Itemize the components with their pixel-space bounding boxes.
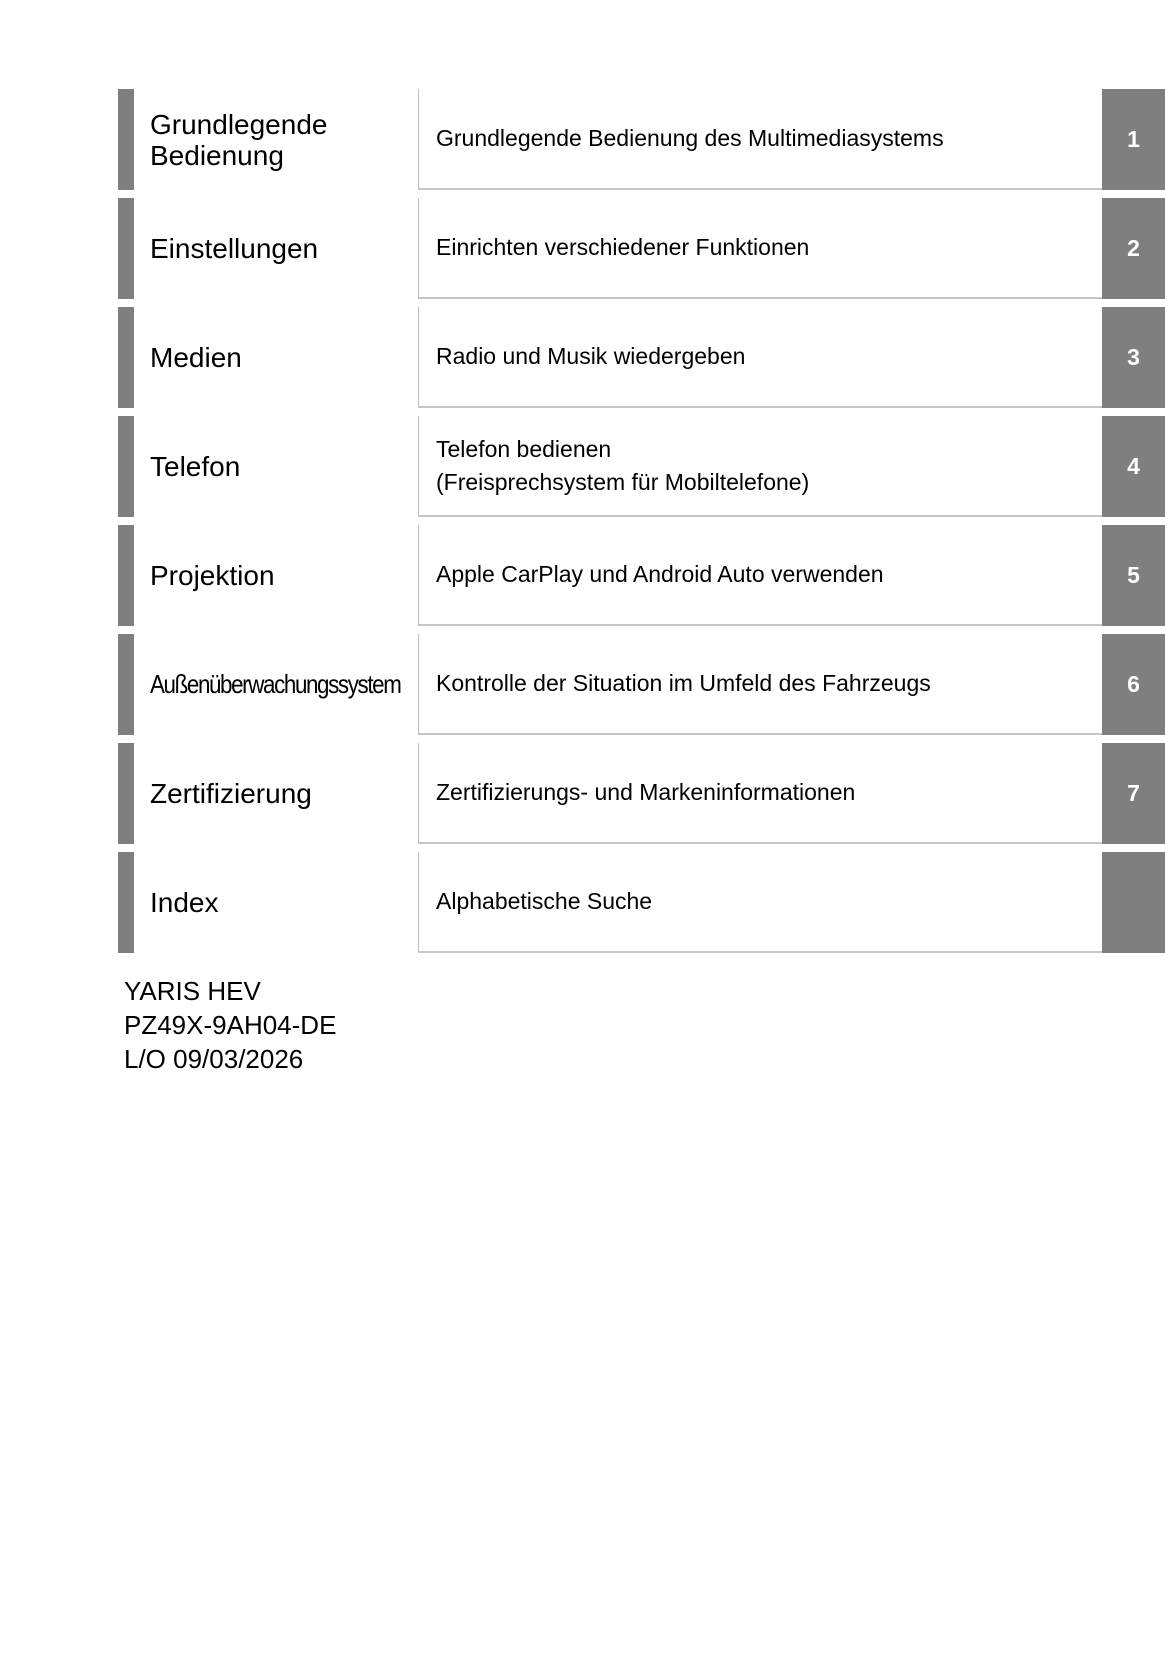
- toc-row-projektion[interactable]: [118, 525, 1165, 634]
- section-title: [150, 525, 410, 626]
- section-number-tab[interactable]: 7: [1102, 743, 1165, 844]
- section-number-tab[interactable]: 5: [1102, 525, 1165, 626]
- section-description: [418, 307, 1103, 408]
- toc-row-telefon[interactable]: [118, 416, 1165, 525]
- section-description-text: Einrichten verschiedener Funktionen: [436, 234, 810, 260]
- section-marker-bar: [118, 89, 134, 190]
- section-marker-bar: [118, 198, 134, 299]
- section-title: [150, 89, 410, 190]
- toc-row-grundlegende-bedienung[interactable]: [118, 89, 1165, 198]
- section-description: [418, 634, 1103, 735]
- section-description: [418, 416, 1103, 517]
- section-number-tab[interactable]: 2: [1102, 198, 1165, 299]
- section-title-text: Zertifizierung: [150, 778, 312, 809]
- section-title: [150, 634, 408, 735]
- section-title: [150, 852, 410, 953]
- toc-row-zertifizierung[interactable]: [118, 743, 1165, 852]
- section-title-text: Medien: [150, 342, 242, 373]
- section-description: [418, 89, 1103, 190]
- section-title-text: Telefon: [150, 451, 241, 482]
- section-title: [150, 307, 410, 408]
- section-description: [418, 525, 1103, 626]
- section-marker-bar: [118, 743, 134, 844]
- section-marker-bar: [118, 525, 134, 626]
- section-description-text: Apple CarPlay und Android Auto verwenden: [436, 561, 884, 587]
- section-description: [418, 198, 1103, 299]
- toc-row-einstellungen[interactable]: [118, 198, 1165, 307]
- toc-row-index[interactable]: [118, 852, 1165, 961]
- table-of-contents: [118, 89, 1165, 961]
- section-marker-bar: [118, 852, 134, 953]
- layout-date: L/O 09/03/2026: [124, 1044, 304, 1074]
- section-title: [150, 416, 410, 517]
- section-description: [418, 743, 1103, 844]
- section-description-text: Radio und Musik wiedergeben: [436, 343, 746, 369]
- section-marker-bar: [118, 634, 134, 735]
- section-description-text: Grundlegende Bedienung des Multimediasystems: [436, 125, 944, 151]
- document-code: PZ49X-9AH04-DE: [124, 1010, 337, 1040]
- section-title-text: Einstellungen: [150, 233, 319, 264]
- section-description-text: Alphabetische Suche: [436, 888, 653, 914]
- document-footer: [124, 974, 336, 1076]
- section-description-text: Kontrolle der Situation im Umfeld des Fahrzeugs: [436, 670, 931, 696]
- section-number-tab[interactable]: 1: [1102, 89, 1165, 190]
- section-title: [150, 198, 410, 299]
- toc-row-aussenueberwachungssystem[interactable]: [118, 634, 1165, 743]
- section-number-tab[interactable]: [1102, 852, 1165, 953]
- section-number-tab[interactable]: 3: [1102, 307, 1165, 408]
- section-title-text: Grundlegende Bedienung: [150, 108, 328, 171]
- section-number-tab[interactable]: 4: [1102, 416, 1165, 517]
- section-marker-bar: [118, 307, 134, 408]
- toc-row-medien[interactable]: [118, 307, 1165, 416]
- section-description-text: Zertifizierungs- und Markeninformationen: [436, 779, 856, 805]
- section-title-text: Index: [150, 887, 219, 918]
- section-description-text: Telefon bedienen (Freisprechsystem für Mobiltelefone): [436, 435, 810, 495]
- section-title-text: Außenüberwachungssystem: [150, 669, 401, 699]
- section-marker-bar: [118, 416, 134, 517]
- section-title: [150, 743, 410, 844]
- section-number-tab[interactable]: 6: [1102, 634, 1165, 735]
- model-name: YARIS HEV: [124, 976, 261, 1006]
- section-description: [418, 852, 1103, 953]
- section-title-text: Projektion: [150, 560, 275, 591]
